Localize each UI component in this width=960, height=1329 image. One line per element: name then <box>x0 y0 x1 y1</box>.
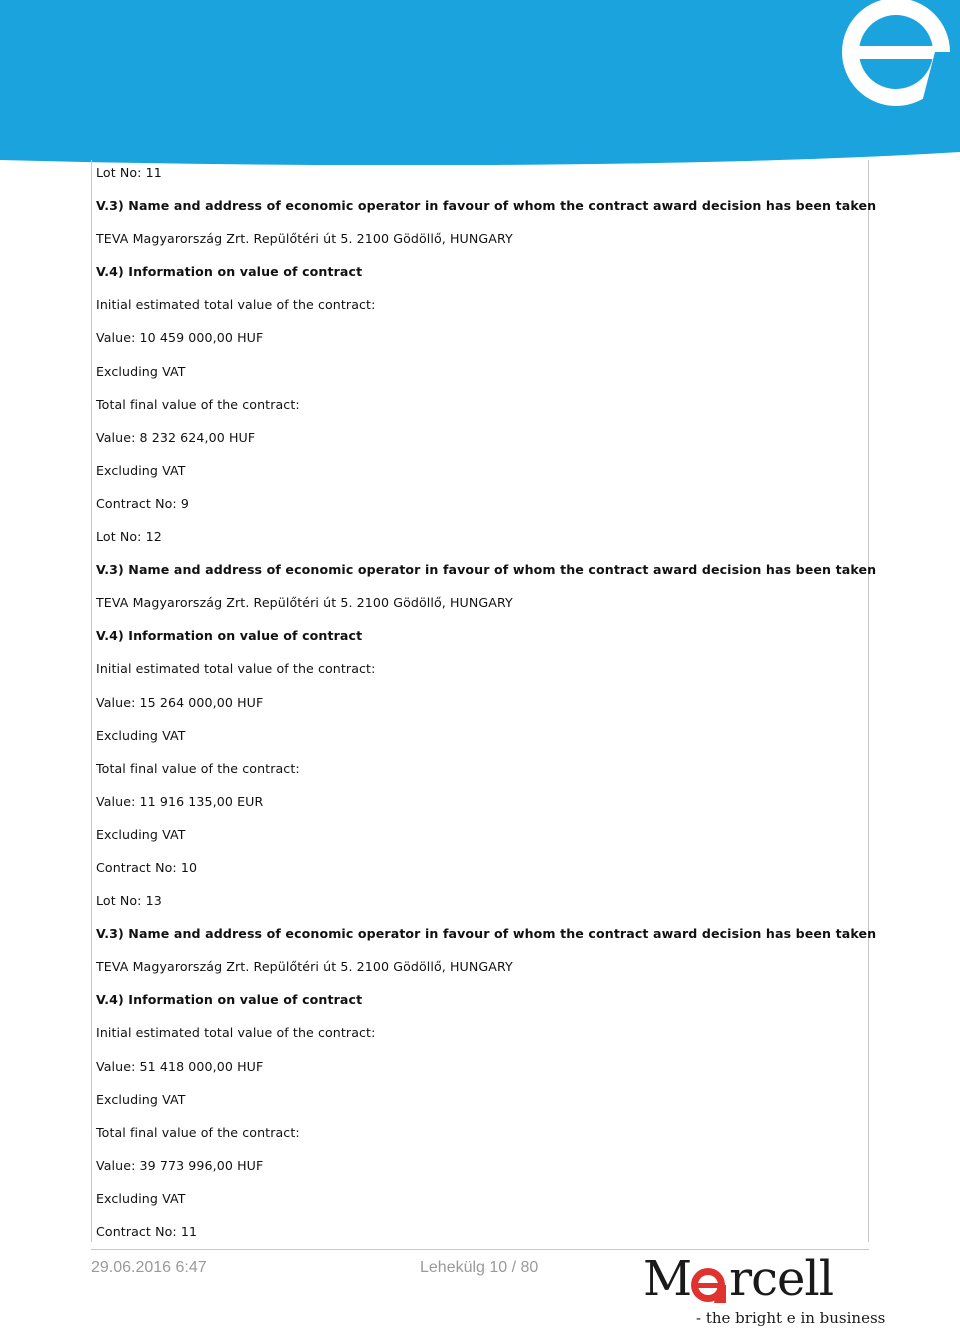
text-line: Lot No: 11 <box>96 165 162 180</box>
text-line: Value: 11 916 135,00 EUR <box>96 793 264 809</box>
text-line: Excluding VAT <box>96 363 186 379</box>
footer-date: 29.06.2016 6:47 <box>91 1259 207 1276</box>
text-line: Initial estimated total value of the contract: <box>96 661 376 677</box>
text-line: TEVA Magyarország Zrt. Repülőtéri út 5. 2100 Gödöllő, HUNGARY <box>96 231 513 247</box>
text-line: Excluding VAT <box>96 727 186 743</box>
text-line: Value: 8 232 624,00 HUF <box>96 429 256 445</box>
logo-word-start: M <box>643 1251 692 1307</box>
text-line: Total final value of the contract: <box>96 1124 300 1140</box>
text-line: Value: 10 459 000,00 HUF <box>96 330 264 346</box>
text-line: TEVA Magyarország Zrt. Repülőtéri út 5. 2100 Gödöllő, HUNGARY <box>96 595 513 611</box>
section-heading: V.3) Name and address of economic operator in favour of whom the contract award decision has been taken <box>96 198 877 214</box>
text-line: Value: 51 418 000,00 HUF <box>96 1058 264 1074</box>
document-lines <box>96 165 877 1258</box>
logo-word-end: rcell <box>729 1251 834 1307</box>
section-heading: V.4) Information on value of contract <box>96 628 363 644</box>
section-heading: V.4) Information on value of contract <box>96 992 363 1008</box>
text-line: Value: 15 264 000,00 HUF <box>96 694 264 710</box>
footer-page-number: Lehekülg 10 / 80 <box>420 1259 539 1276</box>
logo-tagline: - the bright e in business <box>696 1309 886 1327</box>
section-heading: V.3) Name and address of economic operator in favour of whom the contract award decision has been taken <box>96 926 877 942</box>
text-line: Excluding VAT <box>96 1190 186 1206</box>
document-body <box>91 160 877 1242</box>
text-line: Total final value of the contract: <box>96 396 300 412</box>
text-line: Excluding VAT <box>96 826 186 842</box>
section-heading: V.3) Name and address of economic operator in favour of whom the contract award decision has been taken <box>96 562 877 578</box>
text-line: Lot No: 13 <box>96 893 162 909</box>
text-line: Initial estimated total value of the contract: <box>96 1025 376 1041</box>
section-heading: V.4) Information on value of contract <box>96 264 363 280</box>
text-line: Contract No: 10 <box>96 859 198 875</box>
text-line: Contract No: 11 <box>96 1224 198 1239</box>
logo-e-icon <box>690 1267 726 1303</box>
logo-wordmark <box>643 1253 833 1305</box>
header-wave-band <box>0 0 960 165</box>
marcell-logo <box>643 1251 886 1329</box>
text-line: Initial estimated total value of the contract: <box>96 297 376 313</box>
text-line: TEVA Magyarország Zrt. Repülőtéri út 5. 2100 Gödöllő, HUNGARY <box>96 959 513 975</box>
text-line: Total final value of the contract: <box>96 760 300 776</box>
text-line: Excluding VAT <box>96 1091 186 1107</box>
header-banner <box>0 0 960 165</box>
text-line: Contract No: 9 <box>96 495 189 511</box>
text-line: Value: 39 773 996,00 HUF <box>96 1157 264 1173</box>
text-line: Lot No: 12 <box>96 529 162 545</box>
text-line: Excluding VAT <box>96 462 186 478</box>
footer-divider <box>91 1249 869 1250</box>
